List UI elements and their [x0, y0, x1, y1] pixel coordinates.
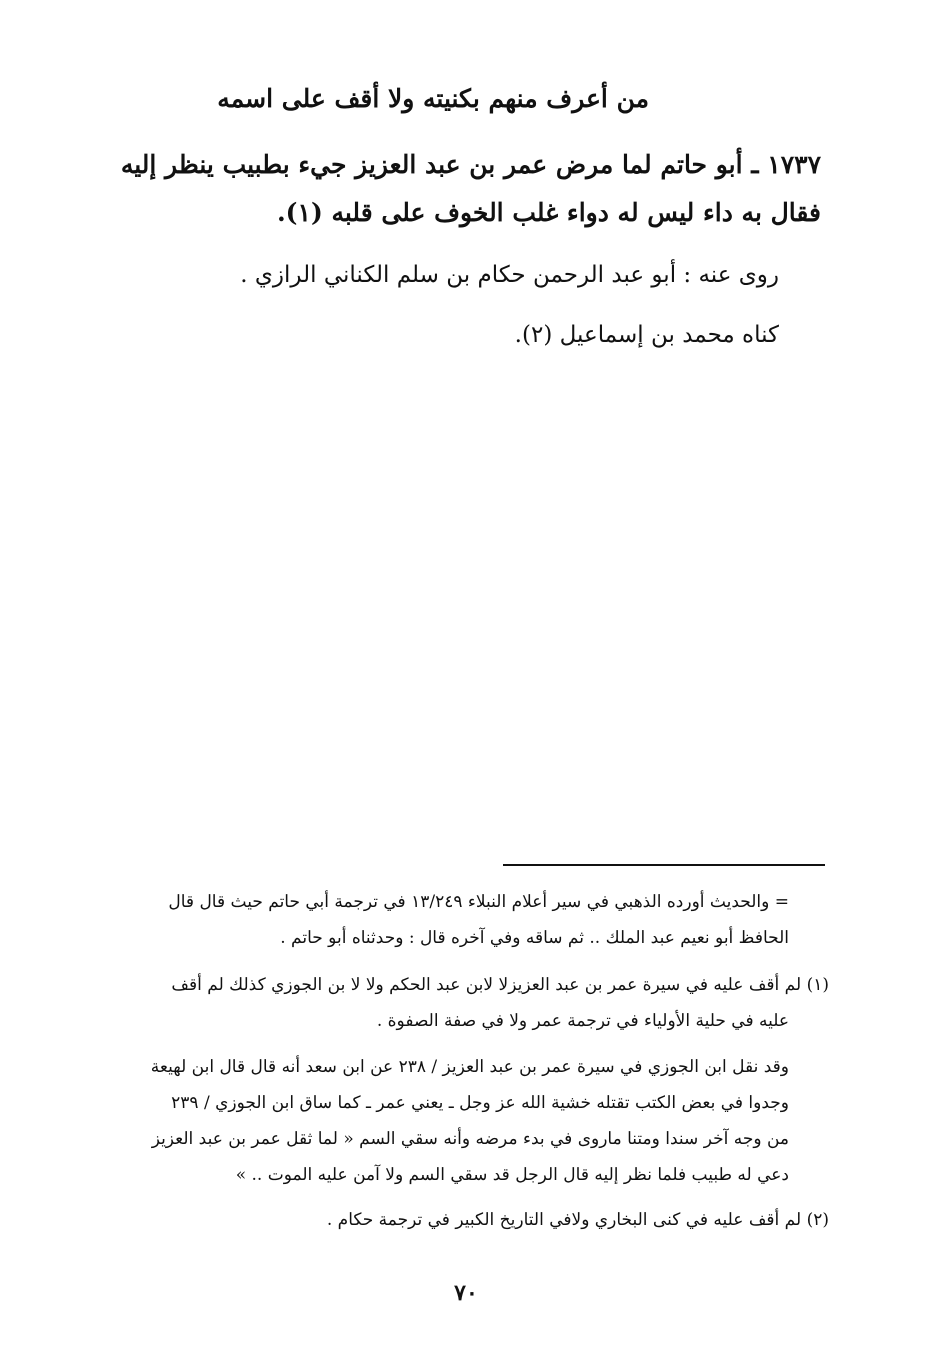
footnote-continuation-line-2: الحافظ أبو نعيم عبد الملك .. ثم ساقه وفي آخره قال : وحدثناه أبو حاتم .	[280, 928, 789, 948]
section-heading: من أعرف منهم بكنيته ولا أقف على اسمه	[217, 84, 649, 113]
footnote-2-line-1: (٢) لم أقف عليه في كنى البخاري ولافي التاريخ الكبير في ترجمة حكام .	[326, 1210, 829, 1230]
footnote-1-line-2: عليه في حلية الأولياء في ترجمة عمر ولا في صفة الصفوة .	[376, 1011, 789, 1031]
footnote-1-line-6: دعي له طبيب فلما نظر إليه قال الرجل قد سقي السم ولا آمن عليه الموت .. »	[235, 1165, 789, 1185]
entry-title-line-2: فقال به داء ليس له دواء غلب الخوف على قلبه (١).	[276, 198, 821, 227]
footnote-separator	[503, 864, 825, 866]
kunya-line: كناه محمد بن إسماعيل (٢).	[514, 322, 779, 348]
footnote-1-line-1: (١) لم أقف عليه في سيرة عمر بن عبد العزيزلا لابن عبد الحكم ولا لا بن الجوزي كذلك لم أقف	[171, 975, 829, 995]
footnote-1-line-3: وقد نقل ابن الجوزي في سيرة عمر بن عبد العزيز / ٢٣٨ عن ابن سعد أنه قال قال ابن لهيعة	[150, 1057, 789, 1077]
footnote-1-line-4: وجدوا في بعض الكتب تقتله خشية الله عز وجل ـ يعني عمر ـ كما ساق ابن الجوزي / ٢٣٩	[171, 1093, 789, 1113]
page-number: ٧٠	[454, 1280, 478, 1306]
footnote-1-line-5: من وجه آخر سندا ومتنا ماروى في بدء مرضه وأنه سقي السم « لما ثقل عمر بن عبد العزيز	[151, 1129, 789, 1149]
entry-title-line-1: ١٧٣٧ ـ أبو حاتم لما مرض عمر بن عبد العزيز جيء بطبيب ينظر إليه	[120, 150, 821, 179]
narrator-line: روى عنه : أبو عبد الرحمن حكام بن سلم الكناني الرازي .	[240, 262, 779, 288]
footnote-continuation-line-1: = والحديث أورده الذهبي في سير أعلام النبلاء ١٣/٢٤٩ في ترجمة أبي حاتم حيث قال قال	[168, 892, 789, 912]
